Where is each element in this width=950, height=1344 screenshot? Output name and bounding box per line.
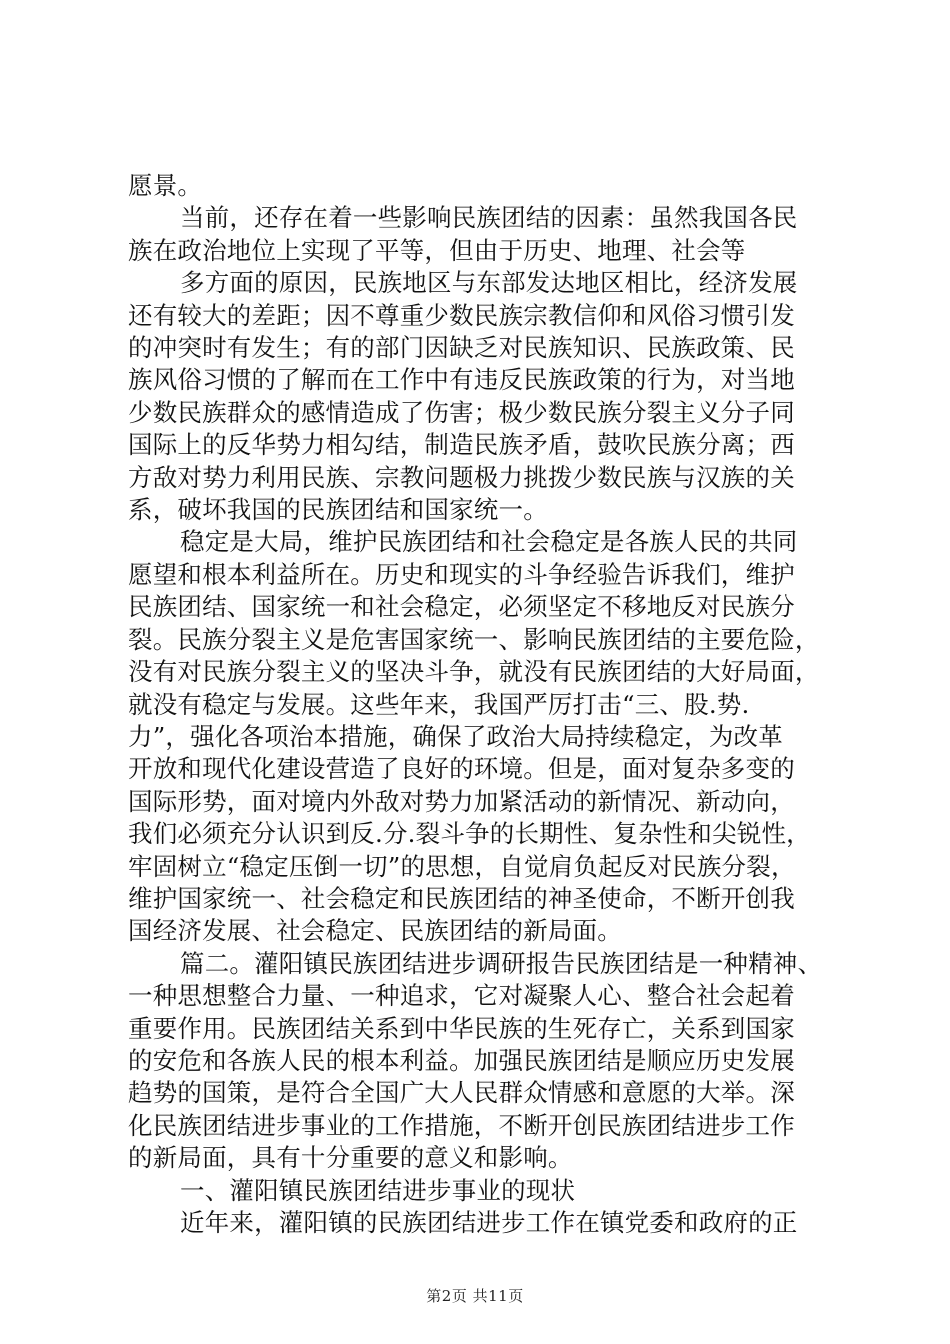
- text-line: 的安危和各族人民的根本利益。加强民族团结是顺应历史发展: [128, 1045, 795, 1075]
- text-line: 国际形势，面对境内外敌对势力加紧活动的新情况、新动向，: [128, 786, 795, 816]
- text-line: 系，破坏我国的民族团结和国家统一。: [128, 495, 548, 525]
- text-line: 裂。民族分裂主义是危害国家统一、影响民族团结的主要危险，: [128, 624, 820, 654]
- text-line: 多方面的原因，民族地区与东部发达地区相比，经济发展: [180, 268, 798, 298]
- text-line: 没有对民族分裂主义的坚决斗争，就没有民族团结的大好局面，: [128, 657, 820, 687]
- text-line: 的新局面，具有十分重要的意义和影响。: [128, 1143, 573, 1173]
- text-line: 稳定是大局，维护民族团结和社会稳定是各族人民的共同: [180, 527, 798, 557]
- section-heading: 一、灌阳镇民族团结进步事业的现状: [180, 1175, 576, 1205]
- text-line: 族风俗习惯的了解而在工作中有违反民族政策的行为，对当地: [128, 365, 795, 395]
- text-line: 就没有稳定与发展。这些年来，我国严厉打击“三、股.势.: [128, 689, 750, 719]
- text-line: 重要作用。民族团结关系到中华民族的生死存亡，关系到国家: [128, 1013, 795, 1043]
- text-line: 的冲突时有发生；有的部门因缺乏对民族知识、民族政策、民: [128, 333, 795, 363]
- text-line: 愿望和根本利益所在。历史和现实的斗争经验告诉我们，维护: [128, 559, 795, 589]
- text-line: 少数民族群众的感情造成了伤害；极少数民族分裂主义分子同: [128, 397, 795, 427]
- document-body: [128, 170, 836, 1239]
- text-line: 开放和现代化建设营造了良好的环境。但是，面对复杂多变的: [128, 754, 795, 784]
- text-line: 近年来，灌阳镇的民族团结进步工作在镇党委和政府的正: [180, 1208, 798, 1237]
- page-footer: 第2页 共11页: [426, 1287, 524, 1305]
- text-line: 愿景。: [128, 171, 203, 200]
- text-line: 我们必须充分认识到反.分.裂斗争的长期性、复杂性和尖锐性，: [128, 819, 811, 849]
- text-line: 牢固树立“稳定压倒一切”的思想，自觉肩负起反对民族分裂，: [128, 851, 796, 881]
- text-line: 化民族团结进步事业的工作措施，不断开创民族团结进步工作: [128, 1110, 795, 1140]
- text-line: 一种思想整合力量、一种追求，它对凝聚人心、整合社会起着: [128, 981, 795, 1011]
- text-line: 族在政治地位上实现了平等，但由于历史、地理、社会等: [128, 235, 746, 265]
- text-line: 维护国家统一、社会稳定和民族团结的神圣使命，不断开创我: [128, 883, 795, 913]
- text-line: 当前，还存在着一些影响民族团结的因素：虽然我国各民: [180, 203, 798, 233]
- text-line: 民族团结、国家统一和社会稳定，必须坚定不移地反对民族分: [128, 592, 795, 622]
- text-line: 国经济发展、社会稳定、民族团结的新局面。: [128, 916, 622, 946]
- text-line: 篇二。灌阳镇民族团结进步调研报告民族团结是一种精神、: [180, 948, 823, 978]
- text-line: 还有较大的差距；因不尊重少数民族宗教信仰和风俗习惯引发: [128, 300, 795, 330]
- text-line: 国际上的反华势力相勾结，制造民族矛盾，鼓吹民族分离；西: [128, 430, 795, 460]
- text-line: 趋势的国策，是符合全国广大人民群众情感和意愿的大举。深: [128, 1078, 795, 1108]
- text-line: 方敌对势力利用民族、宗教问题极力挑拨少数民族与汉族的关: [128, 462, 795, 492]
- text-line: 力”，强化各项治本措施，确保了政治大局持续稳定，为改革: [128, 721, 783, 751]
